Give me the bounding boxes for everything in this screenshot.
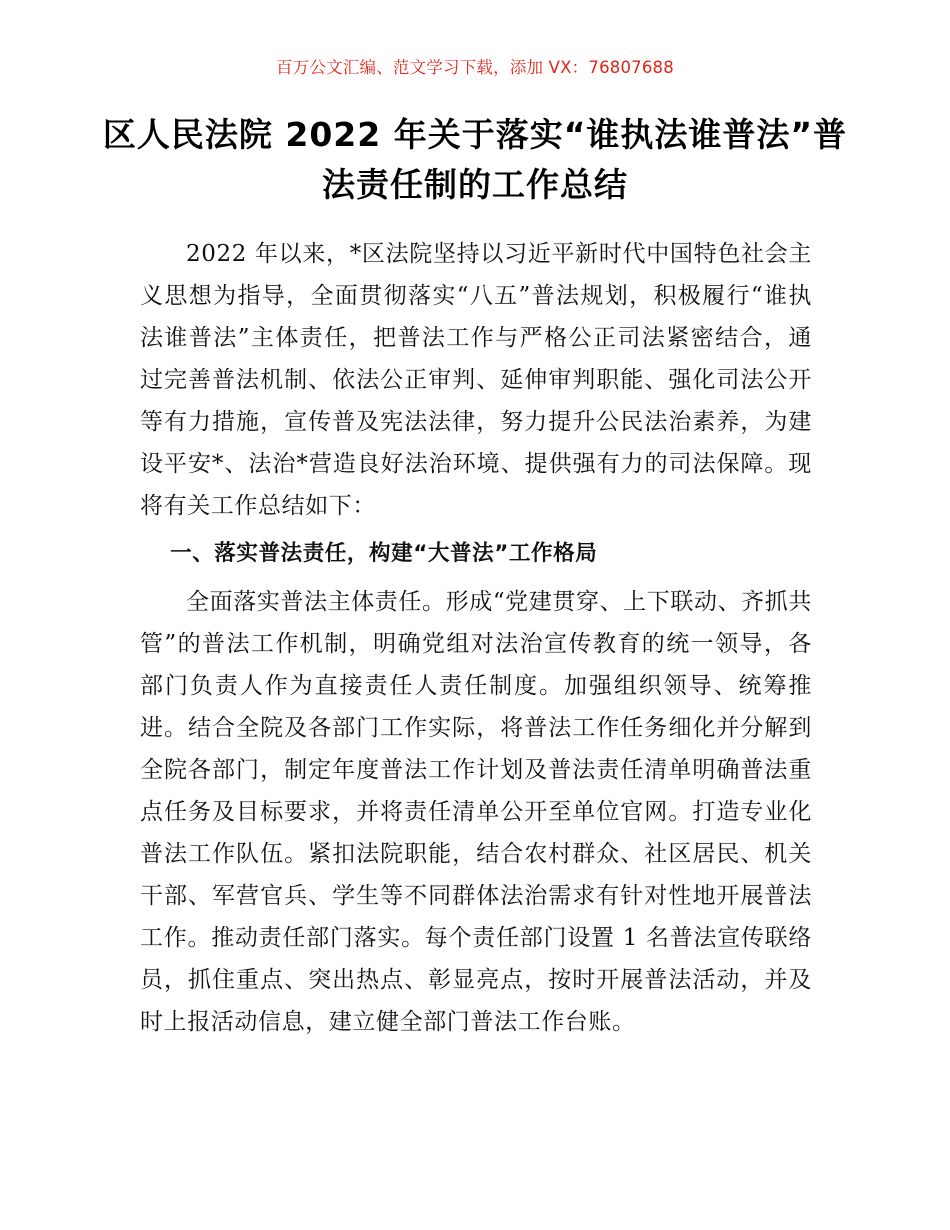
document-body — [140, 233, 812, 1049]
document-title: 区人民法院 2022 年关于落实“谁执法谁普法”普法责任制的工作总结 — [102, 115, 848, 204]
header-banner: 百万公文汇编、范文学习下载，添加 VX：76807688 — [276, 58, 674, 77]
section-1-paragraph: 全面落实普法主体责任。形成“党建贯穿、上下联动、齐抓共管”的普法工作机制，明确党组对法治宣传教育的统一领导，各部门负责人作为直接责任人责任制度。加强组织领导、统筹推进。结合全院及各部门工作实际，将普法工作任务细化并分解到全院各部门，制定年度普法工作计划及普法责任清单明确普法重点任务及目标要求，并将责任清单公开至单位官网。打造专业化普法工作队伍。紧扣法院职能，结合农村群众、社区居民、机关干部、军营官兵、学生等不同群体法治需求有针对性地开展普法工作。推动责任部门落实。每个责任部门设置 1 名普法宣传联络员，抓住重点、突出热点、彰显亮点，按时开展普法活动，并及时上报活动信息，建立健全部门普法工作台账。 — [140, 589, 812, 1035]
intro-paragraph: 2022 年以来，*区法院坚持以习近平新时代中国特色社会主义思想为指导，全面贯彻落实“八五”普法规划，积极履行“谁执法谁普法”主体责任，把普法工作与严格公正司法紧密结合，通过完善普法机制、依法公正审判、延伸审判职能、强化司法公开等有力措施，宣传普及宪法法律，努力提升公民法治素养，为建设平安*、法治*营造良好法治环境、提供强有力的司法保障。现将有关工作总结如下： — [140, 241, 812, 519]
section-heading-1: 一、落实普法责任，构建“大普法”工作格局 — [170, 541, 598, 566]
